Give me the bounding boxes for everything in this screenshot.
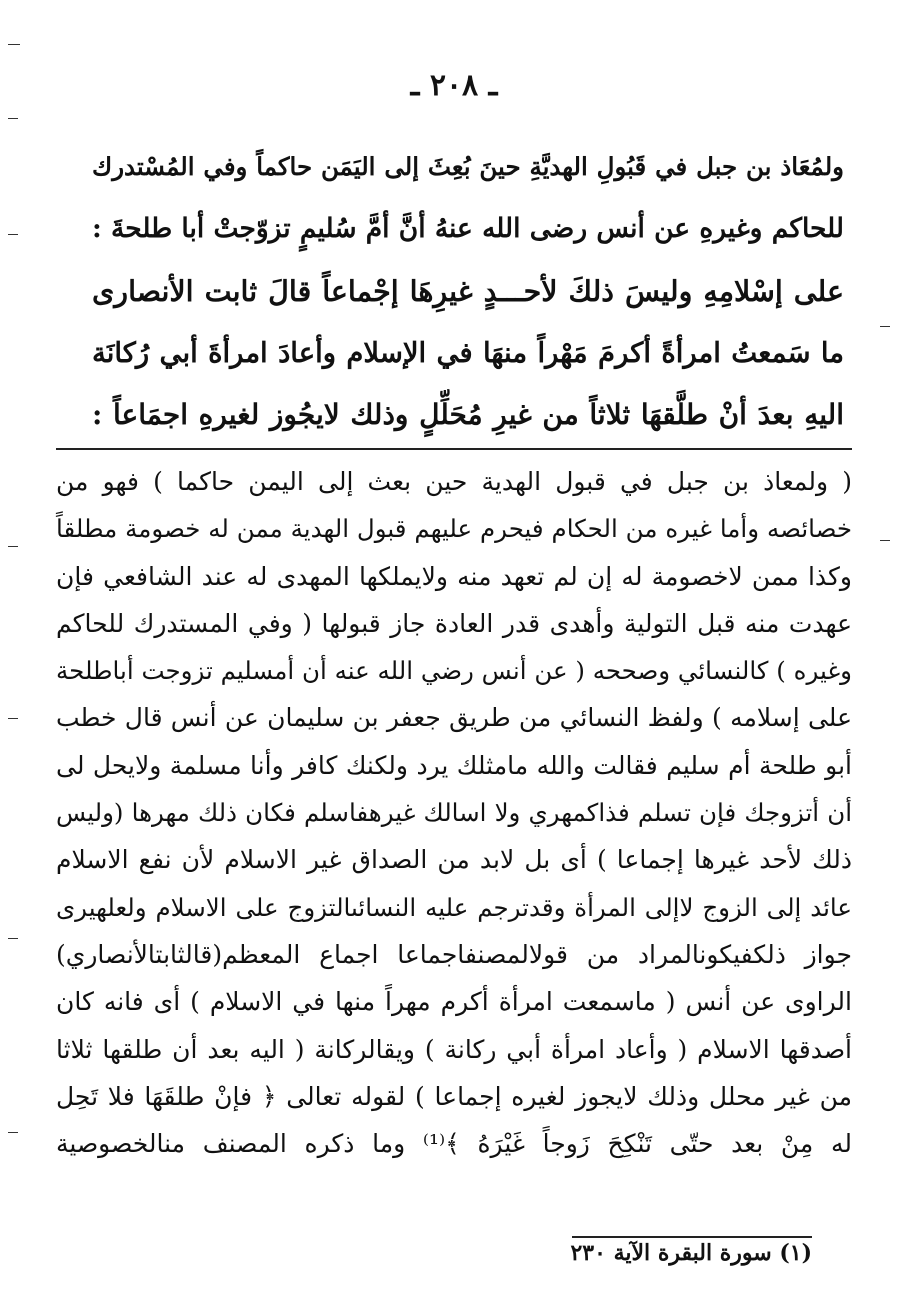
margin-mark xyxy=(880,326,890,327)
commentary-text xyxy=(56,458,852,1167)
main-text-line: للحاكم وغيرهِ عن أنس رضى الله عنهُ أنَّ أمَّ سُليمٍ تزوّجتْ أبا طلحةَ : xyxy=(92,213,844,244)
margin-mark xyxy=(880,540,890,541)
margin-mark xyxy=(8,938,18,939)
main-text-line: اليهِ بعدَ أنْ طلَّقهَا ثلاثاً من غيرِ مُحَلِّلٍ وذلك لايجُوز لغيرهِ اجمَاعاً : xyxy=(92,398,844,431)
commentary-line: جواز ذلكفيكونالمراد من قولالمصنفاجماعا اجماع المعظم(قالثابتالأنصاري) xyxy=(56,939,852,969)
margin-mark xyxy=(8,44,20,45)
margin-mark xyxy=(8,718,18,719)
commentary-line: خصائصه وأما غيره من الحكام فيحرم عليهم قبول الهدية ممن له خصومة مطلقاً xyxy=(56,514,852,544)
commentary-line: وغيره ) كالنسائي وصححه ( عن أنس رضي الله عنه أن أمسليم تزوجت أباطلحة xyxy=(56,656,852,686)
main-text-line: ولمُعَاذ بن جبل في قَبُولِ الهديَّةِ حينَ بُعِثَ إلى اليَمَن حاكماً وفي المُسْتدرك xyxy=(92,152,844,181)
main-text-line: ما سَمعتُ امرأةً أكرمَ مَهْراً منهَا في الإسلام وأعادَ امرأةَ أبي رُكانَة xyxy=(92,337,844,369)
commentary-line: أبو طلحة أم سليم فقالت والله مامثلك يرد ولكنك كافر وأنا مسلمة ولايحل لى xyxy=(56,750,852,780)
margin-mark xyxy=(8,1132,18,1133)
commentary-line: ( ولمعاذ بن جبل في قبول الهدية حين بعث إلى اليمن حاكما ) فهو من xyxy=(56,467,852,496)
footnote-rule xyxy=(572,1236,812,1238)
page-number: ـ ٢٠٨ ـ xyxy=(410,68,498,103)
section-divider xyxy=(56,448,852,450)
main-text xyxy=(92,136,844,446)
commentary-line: من غير محلل وذلك لايجوز لغيره إجماعا ) لقوله تعالى ﴿ فإنْ طلقَهَا فلا تَحِل xyxy=(56,1081,852,1111)
commentary-line: عهدت منه قبل التولية وأهدى قدر العادة جاز قبولها ( وفي المستدرك للحاكم xyxy=(56,608,852,638)
commentary-line: وكذا ممن لاخصومة له إن لم تعهد منه ولايملكها المهدى له عند الشافعي فإن xyxy=(56,561,852,591)
commentary-line: ذلك لأحد غيرها إجماعا ) أى بل لابد من الصداق غير الاسلام لأن نفع الاسلام xyxy=(56,845,852,875)
commentary-line: عائد إلى الزوج لاإلى المرأة وقدترجم عليه النسائىالتزوج على الاسلام ولعلهيرى xyxy=(56,892,852,922)
commentary-line: له مِنْ بعد حتّى تَنْكِحَ زَوجاً غَيْرَهُ ﴾⁽¹⁾ وما ذكره المصنف منالخصوصية xyxy=(56,1129,852,1159)
commentary-line: على إسلامه ) ولفظ النسائي من طريق جعفر بن سليمان عن أنس قال خطب xyxy=(56,703,852,733)
footnote: (١) سورة البقرة الآية ٢٣٠ xyxy=(570,1240,812,1266)
commentary-line: أصدقها الاسلام ( وأعاد امرأة أبي ركانة ) ويقالركانة ( اليه بعد أن طلقها ثلاثا xyxy=(56,1034,852,1064)
margin-mark xyxy=(8,118,18,119)
commentary-line: أن أتزوجك فإن تسلم فذاكمهري ولا اسالك غيرهفاسلم فكان ذلك مهرها (وليس xyxy=(56,798,852,828)
main-text-line: على إسْلامِهِ وليسَ ذلكَ لأحـــدٍ غيرِهَا إجْماعاً قالَ ثابت الأنصارى xyxy=(92,274,844,308)
margin-mark xyxy=(8,234,18,235)
margin-mark xyxy=(8,546,18,547)
commentary-line: الراوى عن أنس ( ماسمعت امرأة أكرم مهراً منها في الاسلام ) أى فانه كان xyxy=(56,987,852,1017)
